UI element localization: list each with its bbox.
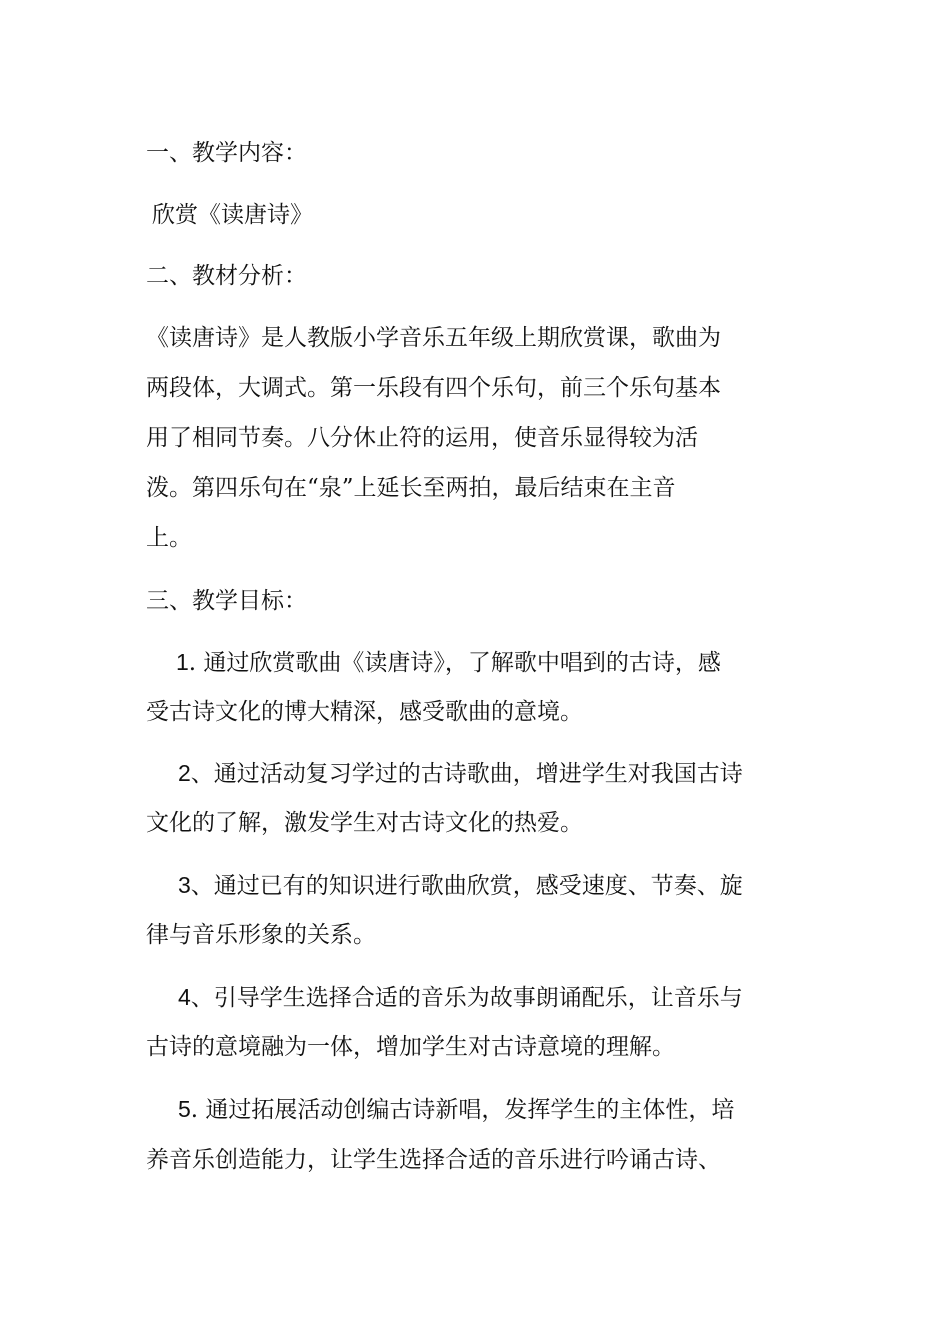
goal-separator: 、 (190, 873, 214, 899)
goal-4-line-2: 古诗的意境融为一体，增加学生对古诗意境的理解。 (146, 1034, 675, 1060)
section-2-heading: 二、教材分析： (146, 263, 307, 289)
goal-separator: . (190, 1097, 206, 1123)
goal-2-line-1 (178, 758, 743, 788)
goal-1-line-1 (176, 647, 721, 677)
goal-text: 通过拓展活动创编古诗新唱，发挥学生的主体性，培 (205, 1097, 735, 1123)
goal-text: 引导学生选择合适的音乐为故事朗诵配乐，让音乐与 (213, 985, 743, 1011)
goal-text: 通过活动复习学过的古诗歌曲，增进学生对我国古诗 (213, 761, 743, 787)
goal-separator: . (188, 650, 204, 676)
goal-separator: 、 (190, 985, 214, 1011)
goal-3-line-1 (178, 870, 743, 900)
goal-number: 3 (178, 872, 191, 898)
goal-text: 通过欣赏歌曲《读唐诗》，了解歌中唱到的古诗，感 (203, 650, 721, 676)
analysis-line: 上。 (146, 525, 192, 551)
analysis-line: 泼。第四乐句在“泉”上延长至两拍，最后结束在主音 (146, 475, 676, 501)
analysis-line: 《读唐诗》是人教版小学音乐五年级上期欣赏课，歌曲为 (146, 325, 721, 351)
analysis-line: 两段体，大调式。第一乐段有四个乐句，前三个乐句基本 (146, 375, 721, 401)
goal-5-line-2: 养音乐创造能力，让学生选择合适的音乐进行吟诵古诗、 (146, 1147, 721, 1173)
goal-separator: 、 (190, 761, 214, 787)
goal-number: 4 (178, 984, 191, 1010)
goal-1-line-2: 受古诗文化的博大精深，感受歌曲的意境。 (146, 699, 583, 725)
goal-number: 1 (176, 649, 189, 675)
goal-text: 通过已有的知识进行歌曲欣赏，感受速度、节奏、旋 (213, 873, 743, 899)
goal-4-line-1 (178, 982, 743, 1012)
analysis-line: 用了相同节奏。八分休止符的运用，使音乐显得较为活 (146, 425, 698, 451)
goal-2-line-2: 文化的了解，激发学生对古诗文化的热爱。 (146, 810, 583, 836)
goal-number: 2 (178, 760, 191, 786)
goal-3-line-2: 律与音乐形象的关系。 (146, 922, 376, 948)
section-1-heading: 一、教学内容： (146, 140, 307, 166)
goal-number: 5 (178, 1096, 191, 1122)
goal-5-line-1 (178, 1094, 734, 1124)
section-1-body: 欣赏《读唐诗》 (152, 202, 313, 228)
section-3-heading: 三、教学目标： (146, 588, 307, 614)
